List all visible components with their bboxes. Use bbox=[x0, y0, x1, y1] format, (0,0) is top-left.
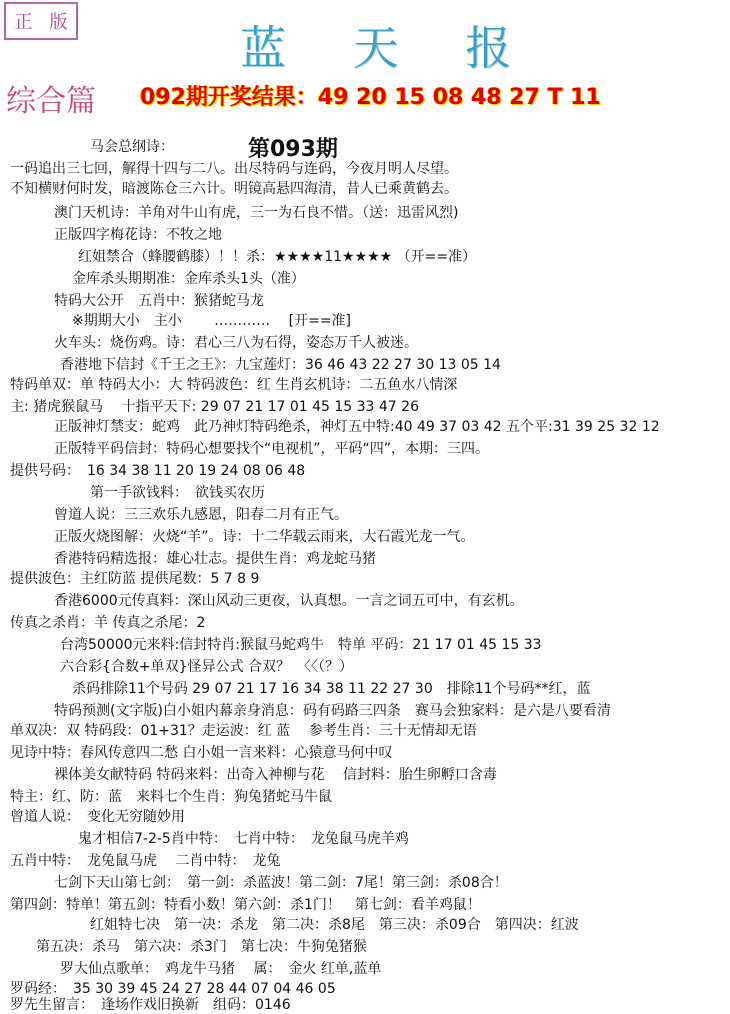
text-line: 提供号码： 16 34 38 11 20 19 24 08 06 48 bbox=[10, 463, 306, 479]
text-line: 曾道人说：三三欢乐九感恩，阳春二月有正气。 bbox=[54, 507, 348, 523]
official-stamp bbox=[4, 2, 78, 40]
text-line: 不知横财何时发，暗渡陈仓三六计。明镜高悬四海清，昔人已乘黄鹤去。 bbox=[10, 181, 458, 197]
text-line: 红姐特七决 第一决：杀龙 第二决：杀8尾 第三决：杀09合 第四决：红波 bbox=[90, 917, 579, 933]
stamp-right-char: 版 bbox=[49, 12, 68, 33]
stamp-left-char: 正 bbox=[14, 12, 33, 33]
text-line: 提供波色：主红防蓝 提供尾数：5 7 8 9 bbox=[10, 571, 260, 587]
text-line: 火车头：烧伤鸡。诗：君心三八为石得，姿态万千人被迷。 bbox=[54, 335, 418, 351]
text-line: 见诗中特：春风传意四二愁 白小姐一言来料：心猿意马何中叹 bbox=[10, 745, 393, 761]
text-line: 金库杀头期期准：金库杀头1头（准） bbox=[72, 271, 305, 287]
text-line: 主: 猪虎猴鼠马 十指平天下: 29 07 21 17 01 45 15 33 47 26 bbox=[10, 399, 419, 415]
text-line: 第四剑：特单！第五剑：特看小数！第六剑：杀1门！ 第七剑：看羊鸡鼠！ bbox=[10, 897, 481, 913]
text-line: 特码预测(文字版)白小姐内幕亲身消息：码有码路三四条 赛马会独家料：是六是八要看清 bbox=[54, 703, 611, 719]
text-line: 鬼才相信7-2-5肖中特： 七肖中特： 龙兔鼠马虎羊鸡 bbox=[78, 831, 409, 847]
text-line: 罗码经： 35 30 39 45 24 27 28 44 07 04 46 05 bbox=[10, 981, 336, 997]
text-line: 正版四字梅花诗：不牧之地 bbox=[54, 227, 222, 243]
text-line: 正版特平码信封：特码心想要找个“电视机”，平码“四”，本期：三四。 bbox=[54, 441, 490, 457]
text-line: 台湾50000元来料:信封特肖:猴鼠马蛇鸡牛 特单 平码：21 17 01 45 15 33 bbox=[60, 637, 542, 653]
text-line: 特主：红、防：蓝 来料七个生肖：狗兔猪蛇马牛鼠 bbox=[10, 789, 332, 805]
text-line: 正版神灯禁支：蛇鸡 此乃神灯特码绝杀，神灯五中特:40 49 37 03 42 五个平:31 39 25 32 12 bbox=[54, 419, 660, 435]
text-line: 特码单双：单 特码大小：大 特码波色：红 生肖玄机诗：二五鱼水八情深 bbox=[10, 377, 458, 393]
text-line: 五肖中特： 龙兔鼠马虎 二肖中特： 龙兔 bbox=[10, 853, 281, 869]
text-line: 一码追出三七回，解得十四与二八。出尽特码与连码，今夜月明人尽望。 bbox=[10, 161, 458, 177]
text-line: 单双决：双 特码段：01+31？走运波：红 蓝 参考生肖：三十无情却无语 bbox=[10, 723, 477, 739]
text-line: 特码大公开 五肖中：猴猪蛇马龙 bbox=[54, 293, 264, 309]
text-line: 七剑下天山第七剑： 第一剑：杀蓝波！第二剑：7尾！第三剑：杀08合！ bbox=[54, 875, 508, 891]
page-title: 蓝 天 报 bbox=[240, 21, 538, 75]
text-line: 传真之杀肖：羊 传真之杀尾：2 bbox=[10, 615, 206, 631]
text-line: 曾道人说： 变化无穷随妙用 bbox=[10, 809, 185, 825]
text-line: ※期期大小 主小 ………… [开==准] bbox=[72, 313, 352, 329]
text-line: 正版火烧图解：火烧“羊”。诗：十二华载云雨来，大石霞光龙一气。 bbox=[54, 529, 475, 545]
text-line: 第一手欲钱料： 欲钱买农历 bbox=[90, 485, 265, 501]
text-line: 红姐禁合（蜂腰鹤膝）！！杀：★★★★11★★★★ （开==准） bbox=[78, 249, 477, 265]
text-line: 杀码排除11个号码 29 07 21 17 16 34 38 11 22 27 30 排除11个号码**红，蓝 bbox=[72, 681, 591, 697]
text-line: 六合彩{合数+单双}怪异公式 合双？ 〈〈（？） bbox=[60, 659, 353, 675]
issue-number: 第093期 bbox=[248, 137, 338, 162]
section-heading: 综合篇 bbox=[6, 84, 96, 119]
previous-result: 092期开奖结果：49 20 15 08 48 27 T 11 bbox=[140, 85, 601, 110]
text-line: 第五决：杀马 第六决：杀3门 第七决：牛狗兔猪猴 bbox=[36, 939, 367, 955]
text-line: 马会总纲诗： bbox=[90, 139, 174, 155]
text-line: 澳门天机诗：羊角对牛山有虎，三一为石良不惜。（送：迅雷风烈) bbox=[54, 205, 459, 221]
text-line: 香港地下信封《千王之王》：九宝莲灯：36 46 43 22 27 30 13 05 14 bbox=[60, 357, 501, 373]
text-line: 裸体美女献特码 特码来料：出奇入神柳与花 信封料：胎生卵孵口含毒 bbox=[54, 767, 497, 783]
text-line: 罗大仙点歌单： 鸡龙牛马猪 属： 金火 红单,蓝单 bbox=[60, 961, 382, 977]
text-line: 罗先生留言： 逢场作戏旧换新 组码：0146 bbox=[10, 997, 291, 1013]
text-line: 香港特码精选报：雄心壮志。提供生肖：鸡龙蛇马猪 bbox=[54, 551, 376, 567]
text-line: 香港6000元传真料：深山风动三更夜，认真想。一言之词五可中，有玄机。 bbox=[54, 593, 524, 609]
